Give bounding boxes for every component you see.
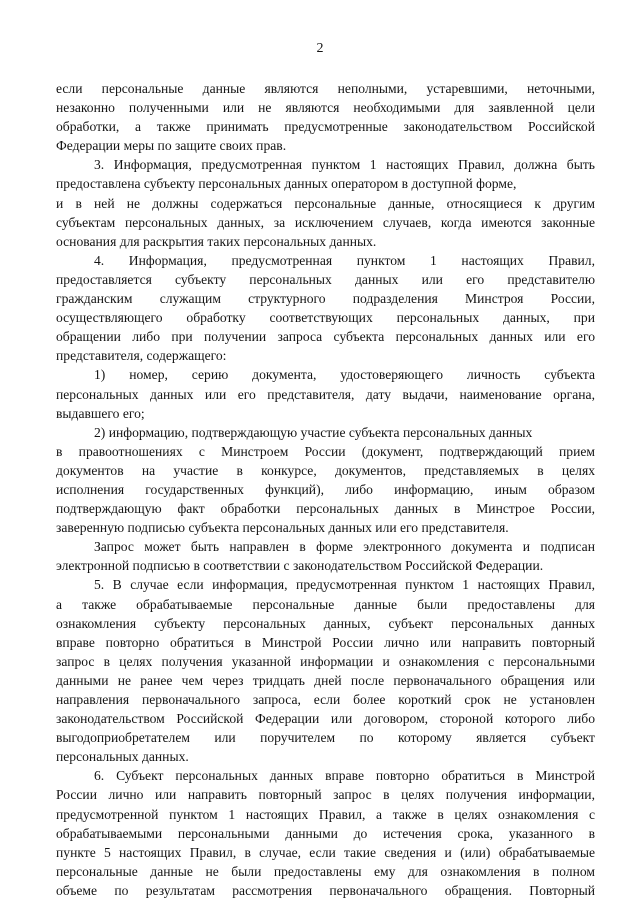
text-line: 5. В случае если информация, предусмотренная пунктом 1 настоящих Правил, bbox=[94, 577, 595, 593]
text-line: исполнения государственных функций), либо информацию, иным образом bbox=[56, 481, 595, 497]
text-line: предусмотренной пунктом 1 настоящих Правил, а также в целях ознакомления с bbox=[56, 806, 595, 822]
text-line: 4. Информация, предусмотренная пунктом 1 настоящих Правил, bbox=[94, 252, 595, 268]
text-line: 3. Информация, предусмотренная пунктом 1 настоящих Правил, должна быть bbox=[94, 157, 595, 173]
paragraph-continuation bbox=[56, 79, 595, 155]
paragraph-item-5 bbox=[56, 575, 595, 766]
paragraph-request-note bbox=[56, 537, 595, 575]
text-line: электронной подписью в соответствии с законодательством Российской Федерации. bbox=[56, 558, 544, 574]
text-line: законодательством Российской Федерации или договором, стороной которого либо bbox=[56, 711, 595, 727]
text-line: выдавшего его; bbox=[56, 405, 145, 421]
text-line: обрабатываемыми персональными данными до истечения срока, указанного в bbox=[56, 825, 595, 841]
text-line: запрос в целях получения указанной информации и ознакомления с персональными bbox=[56, 653, 595, 669]
text-line: субъектам персональных данных, за исключением случаев, когда имеются законные bbox=[56, 214, 595, 230]
text-line: и в ней не должны содержаться персональные данные, относящиеся к другим bbox=[56, 195, 595, 211]
text-line: основания для раскрытия таких персональных данных. bbox=[56, 233, 377, 249]
text-line: персональных данных или его представителя, дату выдачи, наименование органа, bbox=[56, 386, 595, 402]
text-line: если персональные данные являются неполными, устаревшими, неточными, bbox=[56, 81, 595, 96]
text-line: подтверждающую факт обработки персональных данных в Минстрое России, bbox=[56, 501, 595, 517]
text-line: предоставлена субъекту персональных данных оператором в доступной форме, bbox=[56, 176, 517, 192]
text-line: Федерации меры по защите своих прав. bbox=[56, 138, 287, 154]
text-line: выгодоприобретателем или поручителем по которому является субъект bbox=[56, 730, 595, 746]
text-line: Запрос может быть направлен в форме электронного документа и подписан bbox=[94, 539, 595, 555]
text-line: данными не ранее чем через тридцать дней после первоначального обращения или bbox=[56, 672, 595, 688]
paragraph-item-3 bbox=[56, 155, 595, 250]
paragraph-item-4 bbox=[56, 251, 595, 366]
paragraph-subitem-1 bbox=[56, 365, 595, 422]
document-body bbox=[56, 79, 595, 900]
text-line: незаконно полученными или не являются необходимыми для заявленной цели bbox=[56, 100, 595, 116]
text-line: России лично или направить повторный запрос в целях получения информации, bbox=[56, 787, 595, 803]
text-line: направления первоначального запроса, если более короткий срок не установлен bbox=[56, 692, 595, 707]
text-line: вправе повторно обратиться в Минстрой России лично или направить повторный bbox=[56, 634, 595, 650]
text-line: 2) информацию, подтверждающую участие субъекта персональных данных bbox=[94, 424, 533, 440]
text-line: документов на участие в конкурсе, документов, представляемых в целях bbox=[56, 462, 595, 478]
page-number: 2 bbox=[316, 41, 324, 56]
paragraph-item-6 bbox=[56, 766, 595, 900]
text-line: персональных данных. bbox=[56, 749, 189, 765]
text-line: гражданским служащим структурного подразделения Минстроя России, bbox=[56, 291, 595, 307]
text-line: обращении либо при получении запроса субъекта персональных данных или его bbox=[56, 329, 595, 345]
text-line: в правоотношениях с Минстроем России (документ, подтверждающий прием bbox=[56, 443, 595, 459]
text-line: 1) номер, серию документа, удостоверяющего личность субъекта bbox=[94, 367, 595, 383]
text-line: ознакомления субъекту персональных данных, субъект персональных данных bbox=[56, 615, 595, 631]
text-line: 6. Субъект персональных данных вправе повторно обратиться в Минстрой bbox=[94, 768, 595, 784]
text-line: обработки, а также принимать предусмотренные законодательством Российской bbox=[56, 119, 595, 135]
text-line: предоставляется субъекту персональных данных или его представителю bbox=[56, 271, 595, 287]
text-line: а также обрабатываемые персональные данные были предоставлены для bbox=[56, 596, 595, 612]
text-line: пункте 5 настоящих Правил, в случае, если такие сведения и (или) обрабатываемые bbox=[56, 844, 595, 860]
text-line: объеме по результатам рассмотрения первоначального обращения. Повторный bbox=[56, 882, 595, 898]
text-line: персональные данные не были предоставлены ему для ознакомления в полном bbox=[56, 863, 595, 879]
paragraph-subitem-2 bbox=[56, 423, 595, 538]
text-line: представителя, содержащего: bbox=[56, 348, 227, 364]
text-line: заверенную подписью субъекта персональных данных или его представителя. bbox=[56, 520, 509, 536]
text-line: осуществляющего обработку соответствующих персональных данных, при bbox=[56, 310, 595, 326]
